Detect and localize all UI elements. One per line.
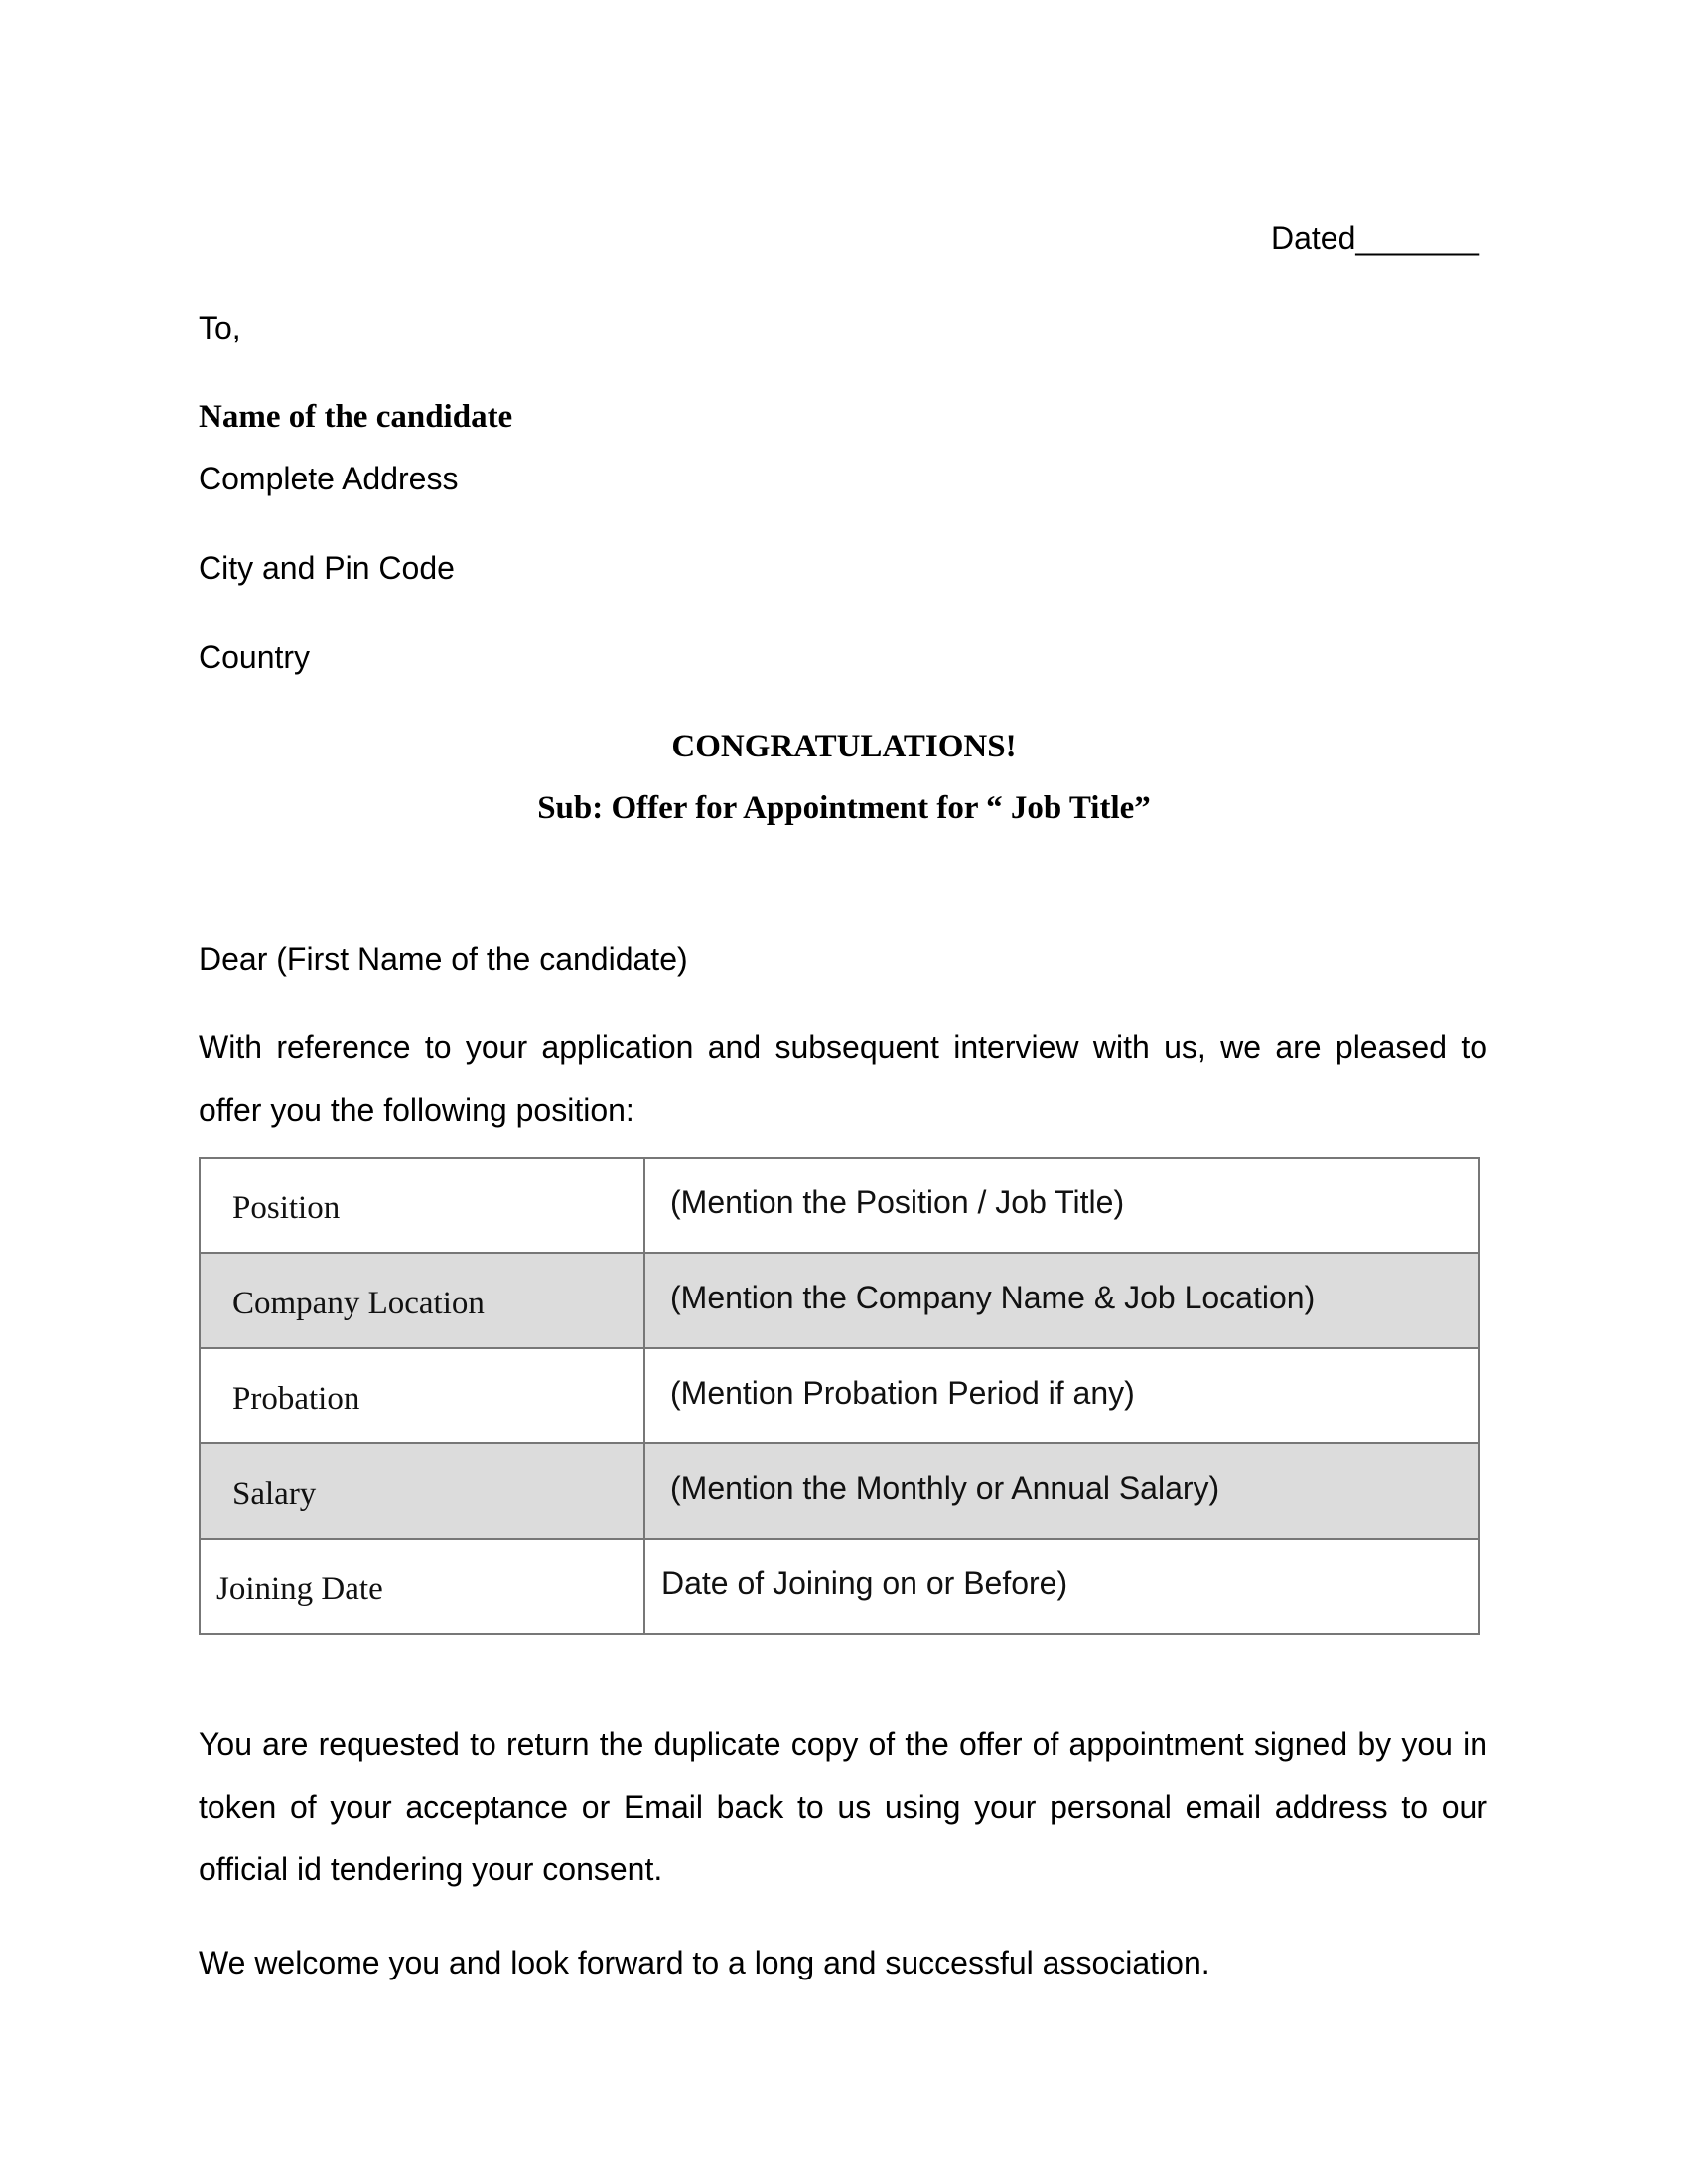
candidate-name: Name of the candidate xyxy=(199,399,513,435)
candidate-country: Country xyxy=(199,639,311,675)
row-value: Date of Joining on or Before) xyxy=(644,1539,1479,1634)
candidate-address: Complete Address xyxy=(199,461,459,496)
row-label: Position xyxy=(200,1158,644,1253)
table-row xyxy=(200,1348,1479,1443)
dear-salutation: Dear (First Name of the candidate) xyxy=(199,941,688,977)
offer-details-table xyxy=(199,1157,1480,1635)
table-row xyxy=(200,1539,1479,1634)
row-value: (Mention the Monthly or Annual Salary) xyxy=(644,1443,1479,1539)
intro-paragraph: With reference to your application and subsequent interview with us, we are pleased to offer you the following position: xyxy=(199,1029,1487,1128)
welcome-paragraph: We welcome you and look forward to a long and successful association. xyxy=(199,1945,1210,1980)
table-row xyxy=(200,1158,1479,1253)
row-value: (Mention the Company Name & Job Location) xyxy=(644,1253,1479,1348)
table-row xyxy=(200,1443,1479,1539)
row-label: Joining Date xyxy=(200,1539,644,1634)
to-salutation: To, xyxy=(199,310,241,345)
congratulations-heading: CONGRATULATIONS! xyxy=(671,729,1017,764)
table-row xyxy=(200,1253,1479,1348)
row-label: Probation xyxy=(200,1348,644,1443)
row-value: (Mention the Position / Job Title) xyxy=(644,1158,1479,1253)
request-paragraph: You are requested to return the duplicate copy of the offer of appointment signed by you in token of your acceptance or Email back to us using your personal email address to our official id tendering your consent. xyxy=(199,1726,1487,1887)
row-label: Company Location xyxy=(200,1253,644,1348)
row-label: Salary xyxy=(200,1443,644,1539)
dated-line: Dated_______ xyxy=(1271,220,1479,256)
row-value: (Mention Probation Period if any) xyxy=(644,1348,1479,1443)
subject-line: Sub: Offer for Appointment for “ Job Title” xyxy=(537,790,1151,826)
candidate-city: City and Pin Code xyxy=(199,550,455,586)
